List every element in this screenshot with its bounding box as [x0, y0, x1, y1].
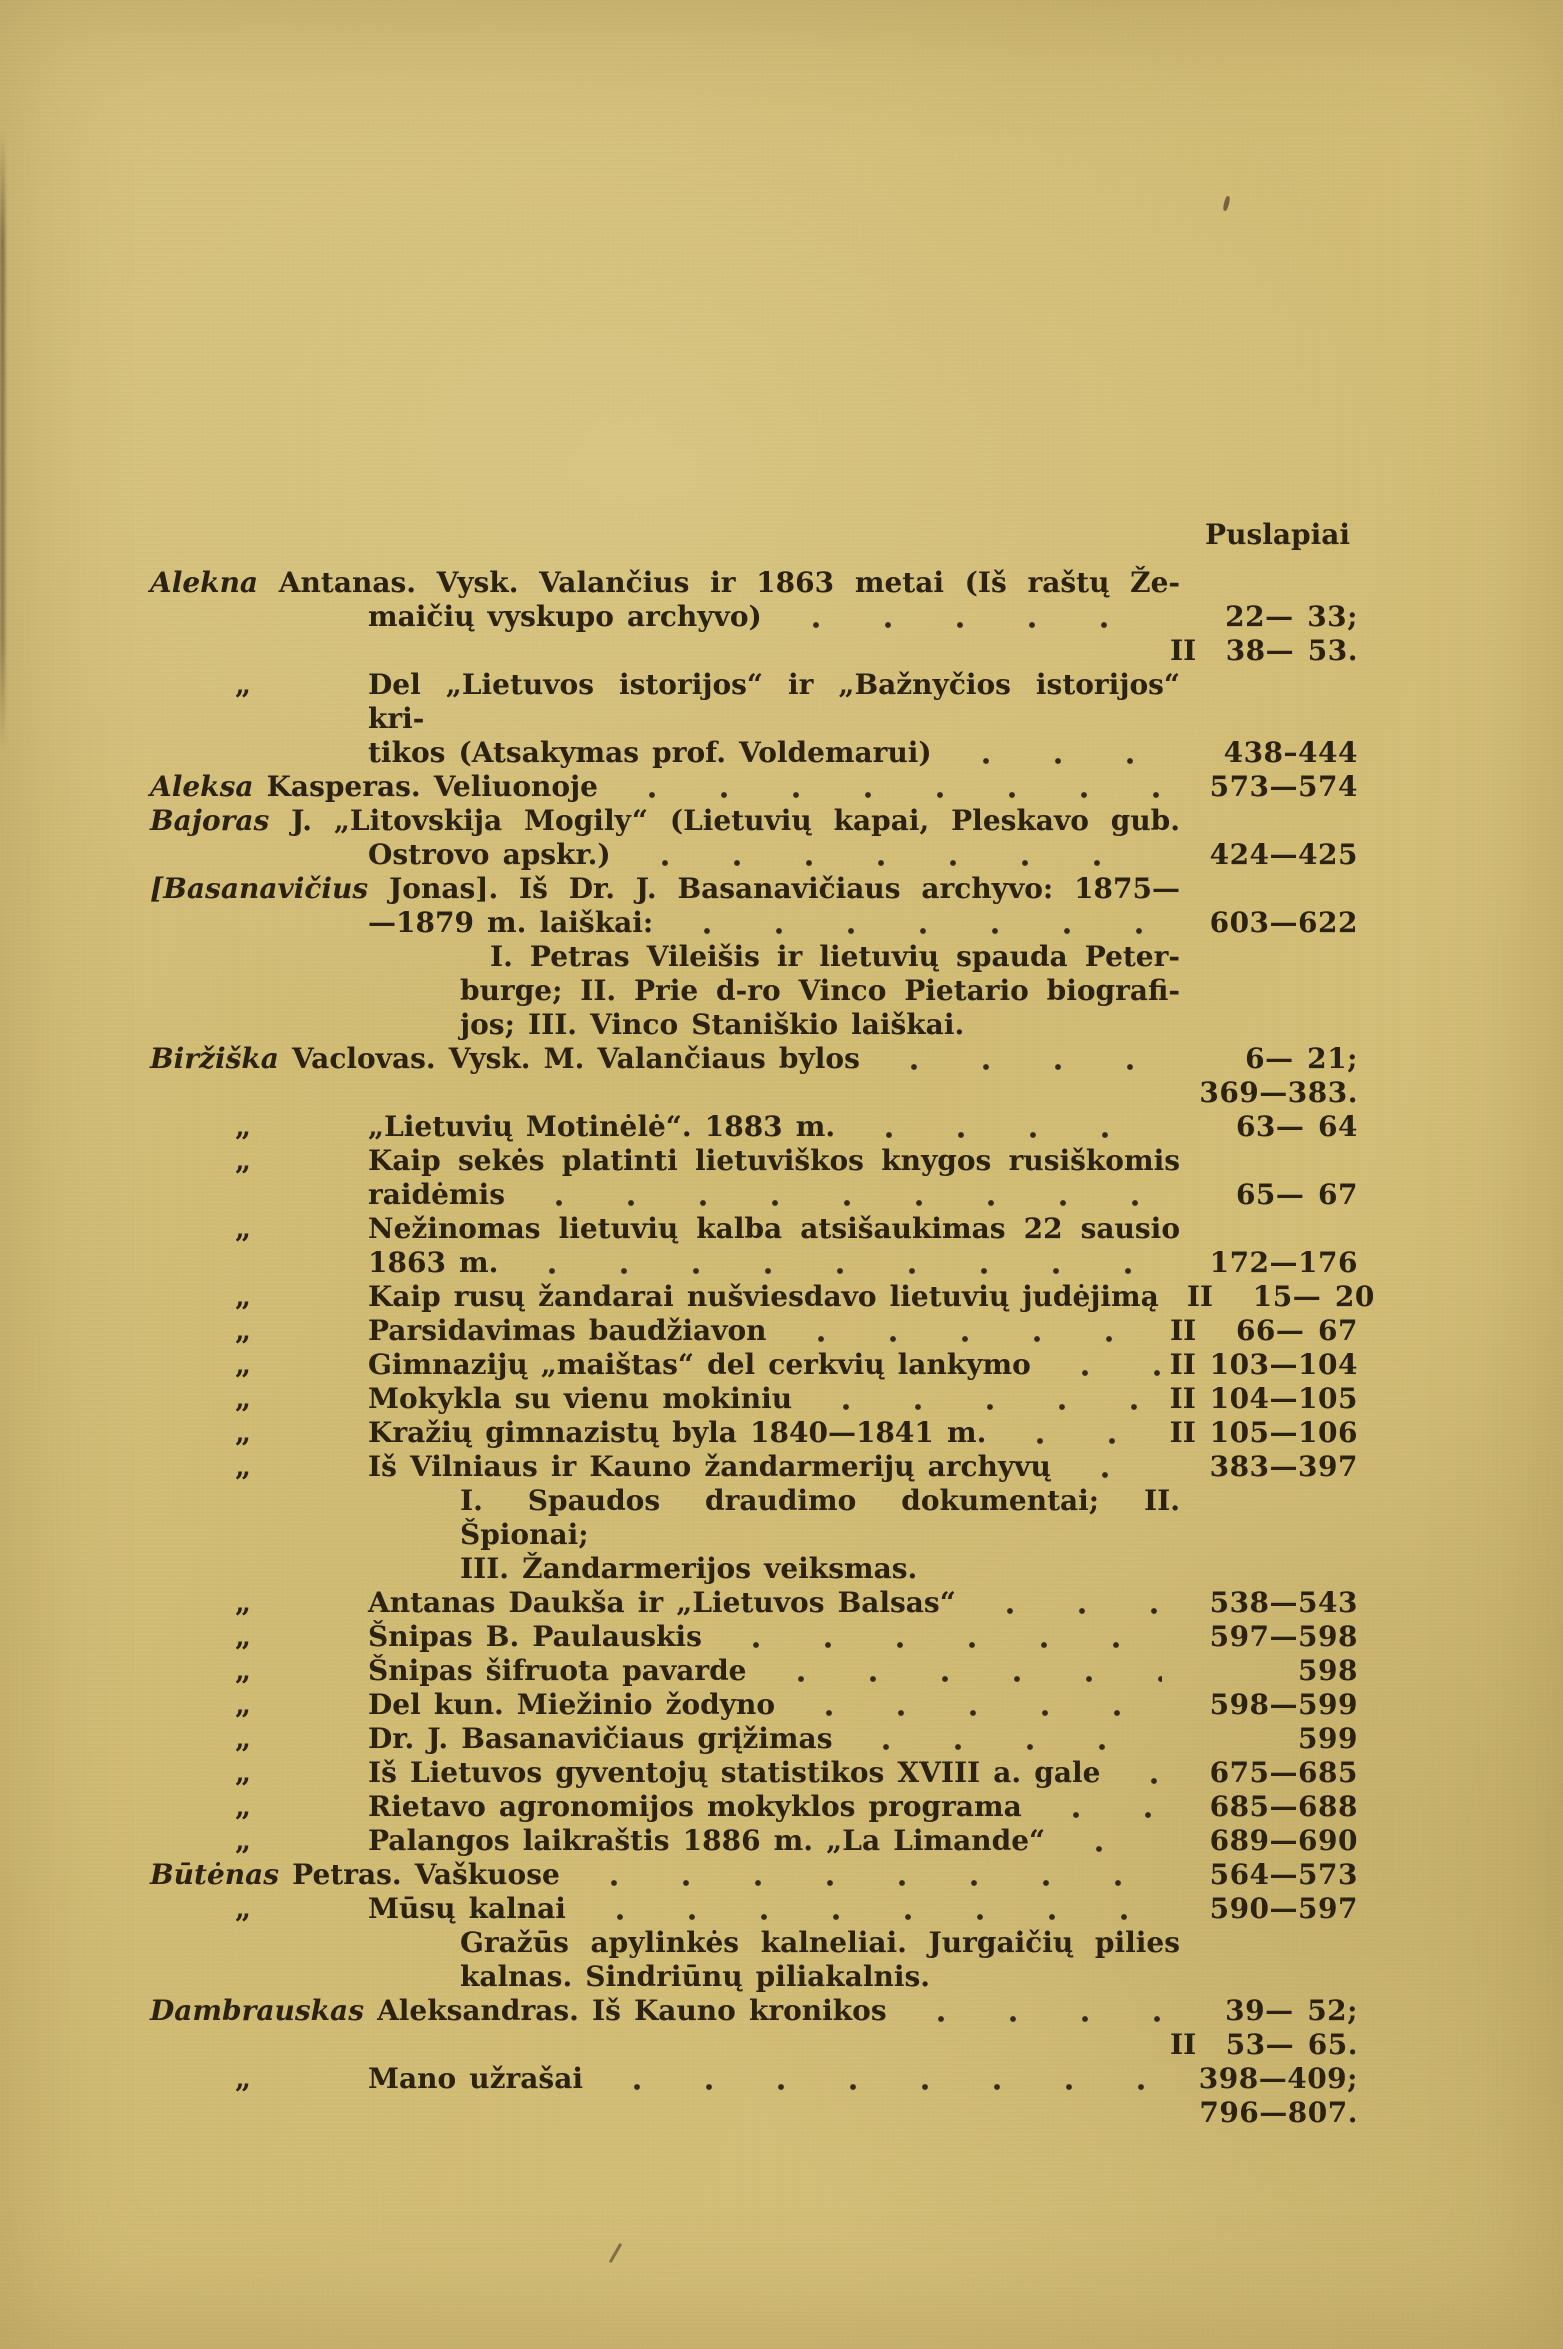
entry-text: Parsidavimas baudžiavon [368, 1314, 767, 1347]
page-range: 172—176 [1209, 1246, 1358, 1279]
page-range: 53— 65. [1225, 2028, 1358, 2061]
page-range: 398—409; [1198, 2062, 1358, 2095]
page-range: 38— 53. [1225, 634, 1358, 667]
index-row [150, 1280, 1375, 1314]
entry-text: raidėmis [368, 1178, 505, 1211]
entry-text: Antanas Daukša ir „Lietuvos Balsas“ [368, 1586, 956, 1619]
page-range: 598—599 [1209, 1688, 1358, 1721]
ditto-mark: „ [235, 1450, 252, 1483]
leader-dots [779, 1314, 1162, 1348]
page-numbers [1170, 1042, 1358, 1076]
page-numbers [1170, 1450, 1358, 1484]
ditto-mark: „ [235, 1382, 252, 1415]
ditto-mark: „ [235, 1722, 252, 1755]
entry-text: tikos (Atsakymas prof. Voldemarui) [368, 736, 932, 769]
leader-dots [1063, 1450, 1162, 1484]
leader-dots [872, 1042, 1162, 1076]
index-row [150, 1960, 1358, 1994]
page-numbers [1170, 1858, 1358, 1892]
page-numbers [1159, 2096, 1358, 2130]
index-row [150, 1620, 1358, 1654]
volume-number [1170, 1756, 1210, 1790]
entry-text: Biržiška Vaclovas. Vysk. M. Valančiaus bylos [150, 1042, 860, 1075]
page-range: 65— 67 [1235, 1178, 1358, 1211]
entry-text: Kražių gimnazistų byla 1840—1841 m. [368, 1416, 987, 1449]
page-numbers [1170, 1416, 1358, 1450]
entry-text: —1879 m. laiškai: [368, 906, 654, 939]
author-name: Aleksa [150, 770, 254, 803]
page-numbers [1170, 736, 1358, 770]
ditto-mark: „ [235, 1790, 252, 1823]
index-row [150, 1382, 1358, 1416]
ditto-mark: „ [235, 2062, 252, 2095]
page-range: 689—690 [1209, 1824, 1358, 1857]
volume-number [1170, 1824, 1210, 1858]
ditto-mark: „ [235, 1144, 252, 1177]
entry-text: Aleksa Kasperas. Veliuonoje [150, 770, 598, 803]
leader-dots [162, 2096, 1151, 2130]
page-range: 39— 52; [1225, 1994, 1358, 2027]
entry-text: Mano užrašai [368, 2062, 583, 2095]
ink-speck [1222, 196, 1230, 212]
page-range: 22— 33; [1225, 600, 1358, 633]
volume-number [1159, 1076, 1199, 1110]
index-row [150, 872, 1358, 906]
leader-dots [623, 838, 1162, 872]
leader-dots [1171, 1280, 1179, 1314]
index-row [150, 1076, 1358, 1110]
page-numbers [1170, 634, 1358, 668]
entry-text: Alekna Antanas. Vysk. Valančius ir 1863 metai (Iš raštų Že- [150, 566, 1181, 599]
entry-text: Būtėnas Petras. Vaškuose [150, 1858, 560, 1891]
volume-number [1170, 1688, 1210, 1722]
entry-text: burge; II. Prie d-ro Vinco Pietario biografi- [460, 974, 1180, 1007]
index-row [150, 1586, 1358, 1620]
volume-number: II [1186, 1280, 1214, 1313]
entry-text: maičių vyskupo archyvo) [368, 600, 762, 633]
page-numbers [1170, 1756, 1358, 1790]
entry-text: Gimnazijų „maištas“ del cerkvių lankymo [368, 1348, 1031, 1381]
leader-dots [1057, 1824, 1161, 1858]
volume-number [1170, 1858, 1210, 1892]
leader-dots [714, 1620, 1162, 1654]
leader-dots [899, 1994, 1162, 2028]
ditto-mark: „ [235, 1824, 252, 1857]
volume-number: II [1169, 1416, 1196, 1449]
leader-dots [595, 2062, 1151, 2096]
index-row [150, 1552, 1358, 1586]
index-row [150, 1110, 1358, 1144]
entry-text: Iš Vilniaus ir Kauno žandarmerijų archyvų [368, 1450, 1051, 1483]
page-range: 685—688 [1209, 1790, 1358, 1823]
volume-number [1170, 1620, 1210, 1654]
leader-dots [968, 1586, 1162, 1620]
page-numbers [1187, 1280, 1375, 1314]
page-numbers [1170, 1246, 1358, 1280]
page-numbers [1170, 906, 1358, 940]
page-numbers [1170, 1654, 1358, 1688]
index-row [150, 2028, 1358, 2062]
page-numbers [1170, 1722, 1358, 1756]
page-numbers [1170, 2028, 1358, 2062]
index-row [150, 1926, 1358, 1960]
volume-number [1170, 736, 1210, 770]
index-row [150, 1416, 1358, 1450]
volume-number [1170, 1994, 1210, 2028]
ditto-mark: „ [235, 1654, 252, 1687]
page-range: 424—425 [1209, 838, 1358, 871]
leader-dots [1034, 1790, 1162, 1824]
leader-dots [759, 1654, 1163, 1688]
index-row [150, 1314, 1358, 1348]
page-range: 103—104 [1209, 1348, 1358, 1381]
volume-number [1170, 1178, 1210, 1212]
author-name: Alekna [150, 566, 259, 599]
index-row [150, 1858, 1358, 1892]
index-row [150, 1994, 1358, 2028]
index-row [150, 1008, 1358, 1042]
ditto-mark: „ [235, 1620, 252, 1653]
entry-text: Šnipas B. Paulauskis [368, 1620, 702, 1653]
ditto-mark: „ [235, 1416, 252, 1449]
entry-text: jos; III. Vinco Staniškio laiškai. [460, 1008, 965, 1041]
index-row [150, 1654, 1358, 1688]
page-range: 603—622 [1209, 906, 1358, 939]
page-range: 597—598 [1209, 1620, 1358, 1653]
entry-text: Kaip rusų žandarai nušviesdavo lietuvių judėjimą [368, 1280, 1159, 1313]
page-range: 675—685 [1209, 1756, 1358, 1789]
author-name: [Basanavičius [150, 872, 369, 905]
volume-number [1170, 838, 1210, 872]
index-row [150, 770, 1358, 804]
leader-dots [162, 2028, 1162, 2062]
entry-text: Dambrauskas Aleksandras. Iš Kauno kronikos [150, 1994, 887, 2027]
volume-number: II [1170, 2028, 1197, 2061]
index-row [150, 1450, 1358, 1484]
volume-number [1170, 770, 1210, 804]
page-range: 383—397 [1209, 1450, 1358, 1483]
leader-dots [578, 1892, 1162, 1926]
leader-dots [572, 1858, 1162, 1892]
index-row [150, 1144, 1358, 1178]
volume-number [1170, 1790, 1210, 1824]
index-row [150, 1484, 1358, 1552]
index-row [150, 1892, 1358, 1926]
leader-dots [774, 600, 1162, 634]
volume-number [1170, 1892, 1210, 1926]
page-range: 590—597 [1209, 1892, 1358, 1925]
entry-text: III. Žandarmerijos veiksmas. [460, 1552, 918, 1585]
page-numbers [1170, 1994, 1358, 2028]
page-range: 66— 67 [1235, 1314, 1358, 1347]
ditto-mark: „ [235, 1110, 252, 1143]
volume-number [1170, 1246, 1210, 1280]
page-range: 369—383. [1199, 1076, 1358, 1109]
page-range: 104—105 [1209, 1382, 1358, 1415]
volume-number [1170, 1042, 1210, 1076]
leader-dots [847, 1110, 1162, 1144]
index-row [150, 1348, 1358, 1382]
ditto-mark: „ [235, 1212, 252, 1245]
index-row [150, 2096, 1358, 2130]
index-row [150, 1824, 1358, 1858]
index-content [0, 518, 1563, 2130]
leader-dots [787, 1688, 1162, 1722]
page-numbers [1170, 1110, 1358, 1144]
index-row [150, 1722, 1358, 1756]
entry-text: Mūsų kalnai [368, 1892, 566, 1925]
page-range: 564—573 [1209, 1858, 1358, 1891]
entry-text: Dr. J. Basanavičiaus grįžimas [368, 1722, 833, 1755]
leader-dots [804, 1382, 1162, 1416]
index-row [150, 2062, 1358, 2096]
ditto-mark: „ [235, 1586, 252, 1619]
page-range: 438–444 [1223, 736, 1358, 769]
leader-dots [665, 906, 1161, 940]
page-numbers [1170, 1586, 1358, 1620]
index-row [150, 906, 1358, 940]
index-row [150, 736, 1358, 770]
leader-dots [510, 1246, 1161, 1280]
index-row [150, 804, 1358, 838]
volume-number: II [1170, 1314, 1197, 1347]
page-numbers [1170, 600, 1358, 634]
entry-text: Del „Lietuvos istorijos“ ir „Bažnyčios istorijos“ kri- [368, 668, 1180, 735]
index-row [150, 1246, 1358, 1280]
index-row [150, 974, 1358, 1008]
page-numbers [1170, 838, 1358, 872]
author-name: Dambrauskas [150, 1994, 364, 2027]
leader-dots [1112, 1756, 1161, 1790]
volume-number: II [1169, 1348, 1196, 1381]
volume-number: II [1169, 1382, 1196, 1415]
index-row [150, 940, 1358, 974]
entry-text: Mokykla su vienu mokiniu [368, 1382, 793, 1415]
page-numbers [1170, 1382, 1358, 1416]
page-numbers [1170, 1178, 1358, 1212]
ditto-mark: „ [235, 1756, 252, 1789]
ditto-mark: „ [235, 1688, 252, 1721]
page-range: 573—574 [1209, 770, 1358, 803]
page-range: 63— 64 [1235, 1110, 1358, 1143]
index-row [150, 1042, 1358, 1076]
page-numbers [1170, 770, 1358, 804]
leader-dots [844, 1722, 1162, 1756]
volume-number [1170, 906, 1210, 940]
entry-text: Ostrovo apskr.) [368, 838, 611, 871]
page-numbers [1170, 1314, 1358, 1348]
ink-speck [609, 2243, 623, 2264]
page-range: 796—807. [1199, 2096, 1358, 2129]
volume-number: II [1170, 634, 1197, 667]
page-numbers [1170, 1620, 1358, 1654]
volume-number [1170, 1450, 1210, 1484]
leader-dots [610, 770, 1162, 804]
ditto-mark: „ [235, 1314, 252, 1347]
author-name: Bajoras [150, 804, 270, 837]
entry-text: Nežinomas lietuvių kalba atsišaukimas 22 sausio [368, 1212, 1180, 1245]
page-range: 105—106 [1209, 1416, 1358, 1449]
volume-number [1170, 1654, 1210, 1688]
page-numbers [1170, 1348, 1358, 1382]
volume-number [1170, 600, 1210, 634]
entry-text: Šnipas šifruota pavarde [368, 1654, 747, 1687]
entry-text: Gražūs apylinkės kalneliai. Jurgaičių pilies [460, 1926, 1180, 1959]
entry-text: I. Spaudos draudimo dokumentai; II. Špionai; [460, 1484, 1180, 1551]
entry-text: „Lietuvių Motinėlė“. 1883 m. [368, 1110, 836, 1143]
ditto-mark: „ [235, 1892, 252, 1925]
page-range: 598 [1298, 1654, 1358, 1687]
pages-column-header: Puslapiai [1205, 518, 1350, 551]
ditto-mark: „ [235, 1348, 252, 1381]
author-name: Biržiška [150, 1042, 279, 1075]
index-row [150, 838, 1358, 872]
entry-text: Bajoras J. „Litovskija Mogily“ (Lietuvių kapai, Pleskavo gub. [150, 804, 1180, 837]
index-row [150, 566, 1358, 600]
volume-number [1170, 1722, 1210, 1756]
page-range: 599 [1298, 1722, 1358, 1755]
volume-number [1170, 1110, 1210, 1144]
page-range: 15— 20 [1252, 1280, 1375, 1313]
entry-text: Kaip sekės platinti lietuviškos knygos rusiškomis [368, 1144, 1180, 1177]
volume-number [1159, 2096, 1199, 2130]
index-row [150, 1688, 1358, 1722]
index-row [150, 668, 1358, 736]
page-numbers [1159, 1076, 1358, 1110]
leader-dots [162, 1076, 1151, 1110]
entry-text: Palangos laikraštis 1886 m. „La Limande“ [368, 1824, 1046, 1857]
leader-dots [1043, 1348, 1162, 1382]
leader-dots [162, 634, 1162, 668]
index-row [150, 600, 1358, 634]
page-numbers [1159, 2062, 1358, 2096]
page-range: 538—543 [1209, 1586, 1358, 1619]
index-list [150, 566, 1375, 2130]
entry-text: kalnas. Sindriūnų piliakalnis. [460, 1960, 930, 1993]
entry-text: Rietavo agronomijos mokyklos programa [368, 1790, 1022, 1823]
index-row [150, 1790, 1358, 1824]
index-row [150, 634, 1358, 668]
page-range: 6— 21; [1245, 1042, 1358, 1075]
leader-dots [944, 736, 1162, 770]
ditto-mark: „ [235, 1280, 252, 1313]
page-numbers [1170, 1892, 1358, 1926]
entry-text: [Basanavičius Jonas]. Iš Dr. J. Basanavičiaus archyvo: 1875— [150, 872, 1181, 905]
author-name: Būtėnas [150, 1858, 280, 1891]
leader-dots [517, 1178, 1162, 1212]
page-numbers [1170, 1688, 1358, 1722]
volume-number [1170, 1586, 1210, 1620]
volume-number [1159, 2062, 1199, 2096]
index-row [150, 1756, 1358, 1790]
page-numbers [1170, 1790, 1358, 1824]
page-numbers [1170, 1824, 1358, 1858]
index-row [150, 1178, 1358, 1212]
leader-dots [998, 1416, 1161, 1450]
ditto-mark: „ [235, 668, 252, 701]
entry-text: Iš Lietuvos gyventojų statistikos XVIII a. gale [368, 1756, 1101, 1789]
entry-text: Del kun. Miežinio žodyno [368, 1688, 776, 1721]
entry-text: I. Petras Vileišis ir lietuvių spauda Peter- [490, 940, 1180, 973]
entry-text: 1863 m. [368, 1246, 499, 1279]
index-row [150, 1212, 1358, 1246]
